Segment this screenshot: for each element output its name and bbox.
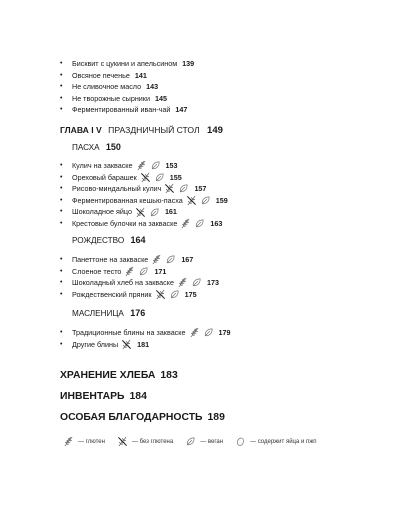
entry-title: Панеттоне на закваске <box>72 255 149 264</box>
toc-entry <box>60 81 194 93</box>
bullet: • <box>60 83 63 91</box>
vegan-icon <box>194 218 205 229</box>
gluten-free-icon <box>164 183 175 194</box>
entry-title: Ферментированный иван-чай <box>72 105 171 115</box>
bullet: • <box>60 185 63 193</box>
toc-entry <box>60 254 219 266</box>
bullet: • <box>60 71 63 79</box>
gluten-icon <box>180 218 191 229</box>
entry-title: Рождественский пряник <box>72 289 152 299</box>
vegan-icon <box>138 266 149 277</box>
entry-title: Шоколадное яйцо <box>72 207 132 217</box>
big-section-page: 183 <box>160 370 178 381</box>
section-heading-easter <box>72 142 121 152</box>
easter-list <box>60 160 228 230</box>
entry-page: 153 <box>165 161 178 170</box>
entry-page: 147 <box>175 105 188 115</box>
entry-page: 171 <box>154 266 167 276</box>
big-section-page: 189 <box>207 412 225 423</box>
big-section-title: ХРАНЕНИЕ ХЛЕБА <box>60 370 156 381</box>
entry-title: Не творожные сырники <box>72 93 150 103</box>
entry-title: Не сливочное масло <box>72 82 142 92</box>
entry-page: 155 <box>169 172 182 182</box>
legend-item <box>232 436 316 447</box>
entry-title: Ферментированная кешью-пасха <box>72 195 183 205</box>
big-section-equipment <box>60 391 147 402</box>
toc-entry <box>60 70 194 82</box>
toc-entry <box>60 58 194 70</box>
christmas-list <box>60 254 219 300</box>
bullet: • <box>60 196 63 204</box>
legend-item <box>60 436 105 447</box>
vegan-icon <box>154 172 165 183</box>
entry-page: 143 <box>146 82 159 92</box>
entry-page: 139 <box>182 59 195 68</box>
section-page: 164 <box>130 235 146 245</box>
toc-entry <box>60 183 228 195</box>
entry-title: Крестовые булочки на закваске <box>72 218 178 228</box>
top-list <box>60 58 194 116</box>
vegan-icon <box>165 254 176 265</box>
chapter-prefix: ГЛАВА I V <box>60 125 102 135</box>
bullet: • <box>60 279 63 287</box>
section-title: ПАСХА <box>72 143 100 152</box>
vegan-icon <box>185 436 196 447</box>
gluten-free-icon <box>186 195 197 206</box>
entry-page: 159 <box>215 195 228 205</box>
bullet: • <box>60 106 63 114</box>
toc-entry <box>60 160 228 172</box>
gluten-free-icon <box>121 339 132 350</box>
chapter-heading <box>60 125 223 136</box>
entry-page: 161 <box>164 207 177 217</box>
legend-label: — веган <box>200 438 224 445</box>
entry-page: 181 <box>137 339 150 349</box>
bullet: • <box>60 173 63 181</box>
gluten-icon <box>136 160 147 171</box>
chapter-page: 149 <box>207 125 223 136</box>
entry-page: 163 <box>210 218 223 228</box>
big-section-title: ОСОБАЯ БЛАГОДАРНОСТЬ <box>60 412 203 423</box>
toc-entry <box>60 339 231 351</box>
big-section-title: ИНВЕНТАРЬ <box>60 391 125 402</box>
section-heading-maslenitsa <box>72 308 145 318</box>
section-page: 176 <box>130 308 146 318</box>
section-title: РОЖДЕСТВО <box>72 236 125 245</box>
toc-entry <box>60 93 194 105</box>
section-title: МАСЛЕНИЦА <box>72 309 124 318</box>
entry-page: 157 <box>194 184 207 194</box>
vegan-icon <box>169 289 180 300</box>
big-section-storage <box>60 370 178 381</box>
toc-entry <box>60 206 228 218</box>
section-page: 150 <box>105 142 121 152</box>
bullet: • <box>60 94 63 102</box>
gluten-icon <box>63 436 74 447</box>
section-heading-christmas <box>72 235 146 245</box>
entry-title: Рисово-миндальный кулич <box>72 184 162 194</box>
entry-title: Другие блины <box>72 339 119 349</box>
legend-label: — содержит яйца и пжп <box>250 438 317 445</box>
legend-label: — без глютена <box>131 438 174 445</box>
entry-page: 167 <box>181 255 194 264</box>
bullet: • <box>60 208 63 216</box>
bullet: • <box>60 267 63 275</box>
legend-label: — глютен <box>78 438 105 445</box>
toc-entry <box>60 104 194 116</box>
vegan-icon <box>149 207 160 218</box>
vegan-icon <box>150 160 161 171</box>
bullet: • <box>60 340 63 348</box>
entry-title: Слоеное тесто <box>72 266 122 276</box>
bullet: • <box>60 290 63 298</box>
maslenitsa-list <box>60 327 231 350</box>
entry-title: Бисквит с цукини и апельсином <box>72 59 178 68</box>
big-section-page: 184 <box>129 391 147 402</box>
bullet: • <box>60 329 63 336</box>
big-section-thanks <box>60 412 225 423</box>
gluten-icon <box>124 266 135 277</box>
entry-page: 141 <box>134 70 147 80</box>
vegan-icon <box>200 195 211 206</box>
toc-entry <box>60 195 228 207</box>
egg-dairy-icon <box>235 436 246 447</box>
entry-page: 145 <box>154 93 167 103</box>
toc-entry <box>60 327 231 339</box>
bullet: • <box>60 60 63 67</box>
gluten-icon <box>189 327 200 338</box>
gluten-icon <box>151 254 162 265</box>
entry-page: 173 <box>206 278 219 288</box>
entry-title: Ореховый барашек <box>72 172 137 182</box>
gluten-free-icon <box>117 436 128 447</box>
entry-title: Шоколадный хлеб на закваске <box>72 278 174 288</box>
entry-page: 175 <box>184 289 197 299</box>
gluten-free-icon <box>155 289 166 300</box>
toc-entry <box>60 289 219 301</box>
vegan-icon <box>191 277 202 288</box>
gluten-free-icon <box>135 207 146 218</box>
icon-legend <box>60 436 326 447</box>
entry-title: Традиционные блины на закваске <box>72 328 186 337</box>
bullet: • <box>60 219 63 227</box>
vegan-icon <box>203 327 214 338</box>
toc-entry <box>60 172 228 184</box>
gluten-free-icon <box>140 172 151 183</box>
chapter-title: ПРАЗДНИЧНЫЙ СТОЛ <box>108 125 200 135</box>
toc-entry <box>60 266 219 278</box>
entry-title: Кулич на закваске <box>72 161 133 170</box>
entry-title: Овсяное печенье <box>72 70 130 80</box>
toc-entry <box>60 218 228 230</box>
bullet: • <box>60 256 63 263</box>
toc-entry <box>60 277 219 289</box>
legend-item <box>114 436 173 447</box>
entry-page: 179 <box>218 328 231 337</box>
bullet: • <box>60 162 63 169</box>
gluten-icon <box>177 277 188 288</box>
legend-item <box>182 436 223 447</box>
vegan-icon <box>178 183 189 194</box>
